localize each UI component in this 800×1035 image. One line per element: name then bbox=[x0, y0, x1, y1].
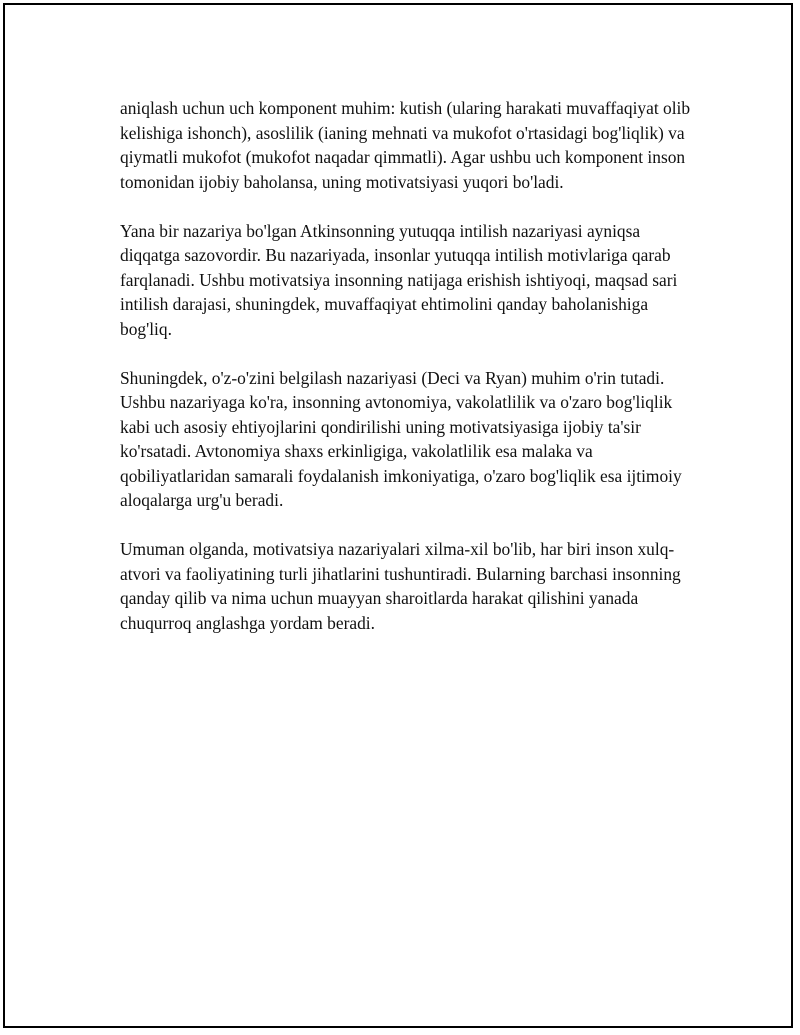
paragraph-self-determination-theory: Shuningdek, o'z-o'zini belgilash nazariyasi (Deci va Ryan) muhim o'rin tutadi. Ushbu nazariyaga ko'ra, insonning avtonomiya, vakolatlilik va o'zaro bog'liqlik kabi uch asosiy ehtiyojlarini qondirilishi uning motivatsiyasiga ijobiy ta'sir ko'rsatadi. Avtonomiya shaxs erkinligiga, vakolatlilik esa malaka va qobiliyatlaridan samarali foydalanish imkoniyatiga, o'zaro bog'liqlik esa ijtimoiy aloqalarga urg'u beradi. bbox=[120, 367, 682, 510]
page-content bbox=[120, 96, 700, 660]
paragraph-expectancy-components: aniqlash uchun uch komponent muhim: kutish (ularing harakati muvaffaqiyat olib kelishiga ishonch), asoslilik (ianing mehnati va mukofot o'rtasidagi bog'liqlik) va qiymatli mukofot (mukofot naqadar qimmatli). Agar ushbu uch komponent inson tomonidan ijobiy baholansa, uning motivatsiyasi yuqori bo'ladi. bbox=[120, 98, 691, 192]
document-page bbox=[3, 3, 793, 1028]
paragraph-atkinson-theory: Yana bir nazariya bo'lgan Atkinsonning yutuqqa intilish nazariyasi ayniqsa diqqatga sazovordir. Bu nazariyada, insonlar yutuqqa intilish motivlariga qarab farqlanadi. Ushbu motivatsiya insonning natijaga erishish ishtiyoqi, maqsad sari intilish darajasi, shuningdek, muvaffaqiyat ehtimolini qanday baholanishiga bog'liq. bbox=[120, 220, 678, 339]
paragraph-conclusion: Umuman olganda, motivatsiya nazariyalari xilma-xil bo'lib, har biri inson xulq-atvori va faoliyatining turli jihatlarini tushuntiradi. Bularning barchasi insonning qanday qilib va nima uchun muayyan sharoitlarda harakat qilishini yanada chuqurroq anglashga yordam beradi. bbox=[120, 539, 681, 633]
